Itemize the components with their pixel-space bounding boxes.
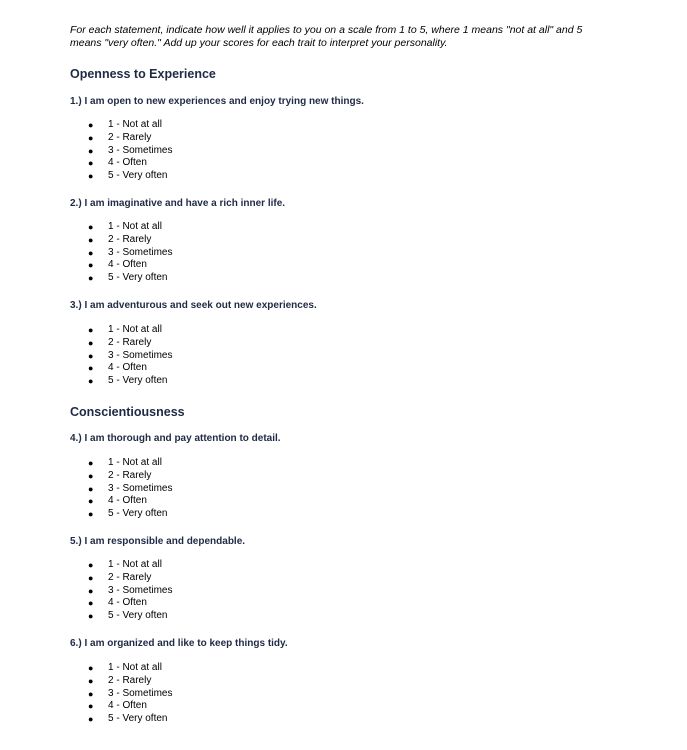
option-5 bbox=[86, 508, 172, 521]
option-label: 5 - Very often bbox=[108, 610, 168, 622]
option-label: 3 - Sometimes bbox=[108, 246, 173, 258]
option-5 bbox=[86, 375, 172, 388]
option-label: 5 - Very often bbox=[108, 170, 168, 182]
bullet-icon: ● bbox=[88, 120, 94, 130]
bullet-icon: ● bbox=[88, 598, 94, 609]
bullet-icon: ● bbox=[88, 171, 94, 182]
option-label: 1 - Not at all bbox=[108, 221, 162, 232]
section-title-openness: Openness to Experience bbox=[70, 67, 216, 81]
section-title-conscientiousness: Conscientiousness bbox=[70, 405, 185, 419]
option-label: 5 - Very often bbox=[108, 272, 168, 284]
question-5-options bbox=[86, 559, 172, 623]
option-3 bbox=[86, 145, 172, 158]
option-5 bbox=[86, 170, 172, 183]
question-6: 6.) I am organized and like to keep things tidy. bbox=[70, 638, 288, 649]
bullet-icon: ● bbox=[88, 675, 94, 686]
option-3 bbox=[86, 247, 172, 260]
option-4 bbox=[86, 362, 172, 375]
bullet-icon: ● bbox=[88, 273, 94, 284]
option-label: 4 - Often bbox=[108, 495, 147, 507]
bullet-icon: ● bbox=[88, 483, 94, 494]
option-1 bbox=[86, 221, 172, 234]
bullet-icon: ● bbox=[88, 145, 94, 156]
question-2-options bbox=[86, 221, 172, 285]
bullet-icon: ● bbox=[88, 611, 94, 622]
option-label: 3 - Sometimes bbox=[108, 349, 173, 361]
question-3: 3.) I am adventurous and seek out new experiences. bbox=[70, 300, 317, 311]
option-1 bbox=[86, 457, 172, 470]
bullet-icon: ● bbox=[88, 572, 94, 583]
option-4 bbox=[86, 259, 172, 272]
bullet-icon: ● bbox=[88, 714, 94, 725]
option-label: 2 - Rarely bbox=[108, 674, 152, 686]
option-2 bbox=[86, 675, 172, 688]
bullet-icon: ● bbox=[88, 688, 94, 699]
option-5 bbox=[86, 713, 172, 726]
option-5 bbox=[86, 610, 172, 623]
question-1: 1.) I am open to new experiences and enjoy trying new things. bbox=[70, 96, 364, 107]
option-1 bbox=[86, 324, 172, 337]
option-2 bbox=[86, 337, 172, 350]
option-label: 1 - Not at all bbox=[108, 457, 162, 468]
option-1 bbox=[86, 662, 172, 675]
instructions-text: For each statement, indicate how well it applies to you on a scale from 1 to 5, where 1 means "not at all" and 5 means "very often." Add up your scores for each trait to interpret your personality. bbox=[70, 24, 583, 49]
option-label: 5 - Very often bbox=[108, 508, 168, 520]
option-label: 3 - Sometimes bbox=[108, 584, 173, 596]
bullet-icon: ● bbox=[88, 470, 94, 481]
bullet-icon: ● bbox=[88, 247, 94, 258]
bullet-icon: ● bbox=[88, 363, 94, 374]
bullet-icon: ● bbox=[88, 585, 94, 596]
bullet-icon: ● bbox=[88, 350, 94, 361]
option-label: 2 - Rarely bbox=[108, 336, 152, 348]
bullet-icon: ● bbox=[88, 222, 94, 232]
bullet-icon: ● bbox=[88, 496, 94, 507]
option-label: 1 - Not at all bbox=[108, 119, 162, 130]
option-label: 5 - Very often bbox=[108, 713, 168, 725]
question-3-options bbox=[86, 324, 172, 388]
bullet-icon: ● bbox=[88, 325, 94, 335]
option-3 bbox=[86, 688, 172, 701]
option-label: 2 - Rarely bbox=[108, 571, 152, 583]
bullet-icon: ● bbox=[88, 376, 94, 387]
bullet-icon: ● bbox=[88, 509, 94, 520]
question-5: 5.) I am responsible and dependable. bbox=[70, 536, 246, 547]
question-2: 2.) I am imaginative and have a rich inner life. bbox=[70, 198, 286, 209]
option-label: 3 - Sometimes bbox=[108, 687, 173, 699]
question-1-options bbox=[86, 119, 172, 183]
option-label: 2 - Rarely bbox=[108, 131, 152, 143]
option-4 bbox=[86, 495, 172, 508]
option-4 bbox=[86, 597, 172, 610]
bullet-icon: ● bbox=[88, 337, 94, 348]
option-label: 3 - Sometimes bbox=[108, 144, 173, 156]
bullet-icon: ● bbox=[88, 560, 94, 570]
question-4: 4.) I am thorough and pay attention to detail. bbox=[70, 433, 281, 444]
option-label: 3 - Sometimes bbox=[108, 482, 173, 494]
option-2 bbox=[86, 470, 172, 483]
option-1 bbox=[86, 559, 172, 572]
bullet-icon: ● bbox=[88, 260, 94, 271]
option-label: 4 - Often bbox=[108, 157, 147, 169]
option-label: 2 - Rarely bbox=[108, 233, 152, 245]
bullet-icon: ● bbox=[88, 701, 94, 712]
option-3 bbox=[86, 350, 172, 363]
option-label: 4 - Often bbox=[108, 700, 147, 712]
option-3 bbox=[86, 585, 172, 598]
bullet-icon: ● bbox=[88, 234, 94, 245]
option-2 bbox=[86, 132, 172, 145]
option-label: 2 - Rarely bbox=[108, 469, 152, 481]
option-label: 1 - Not at all bbox=[108, 559, 162, 570]
option-3 bbox=[86, 483, 172, 496]
option-label: 1 - Not at all bbox=[108, 324, 162, 335]
bullet-icon: ● bbox=[88, 132, 94, 143]
option-label: 4 - Often bbox=[108, 597, 147, 609]
option-label: 1 - Not at all bbox=[108, 662, 162, 673]
option-4 bbox=[86, 700, 172, 713]
option-label: 5 - Very often bbox=[108, 375, 168, 387]
option-label: 4 - Often bbox=[108, 259, 147, 271]
option-label: 4 - Often bbox=[108, 362, 147, 374]
option-4 bbox=[86, 157, 172, 170]
bullet-icon: ● bbox=[88, 663, 94, 673]
option-1 bbox=[86, 119, 172, 132]
option-2 bbox=[86, 234, 172, 247]
bullet-icon: ● bbox=[88, 458, 94, 468]
bullet-icon: ● bbox=[88, 158, 94, 169]
question-6-options bbox=[86, 662, 172, 726]
option-2 bbox=[86, 572, 172, 585]
question-4-options bbox=[86, 457, 172, 521]
option-5 bbox=[86, 272, 172, 285]
